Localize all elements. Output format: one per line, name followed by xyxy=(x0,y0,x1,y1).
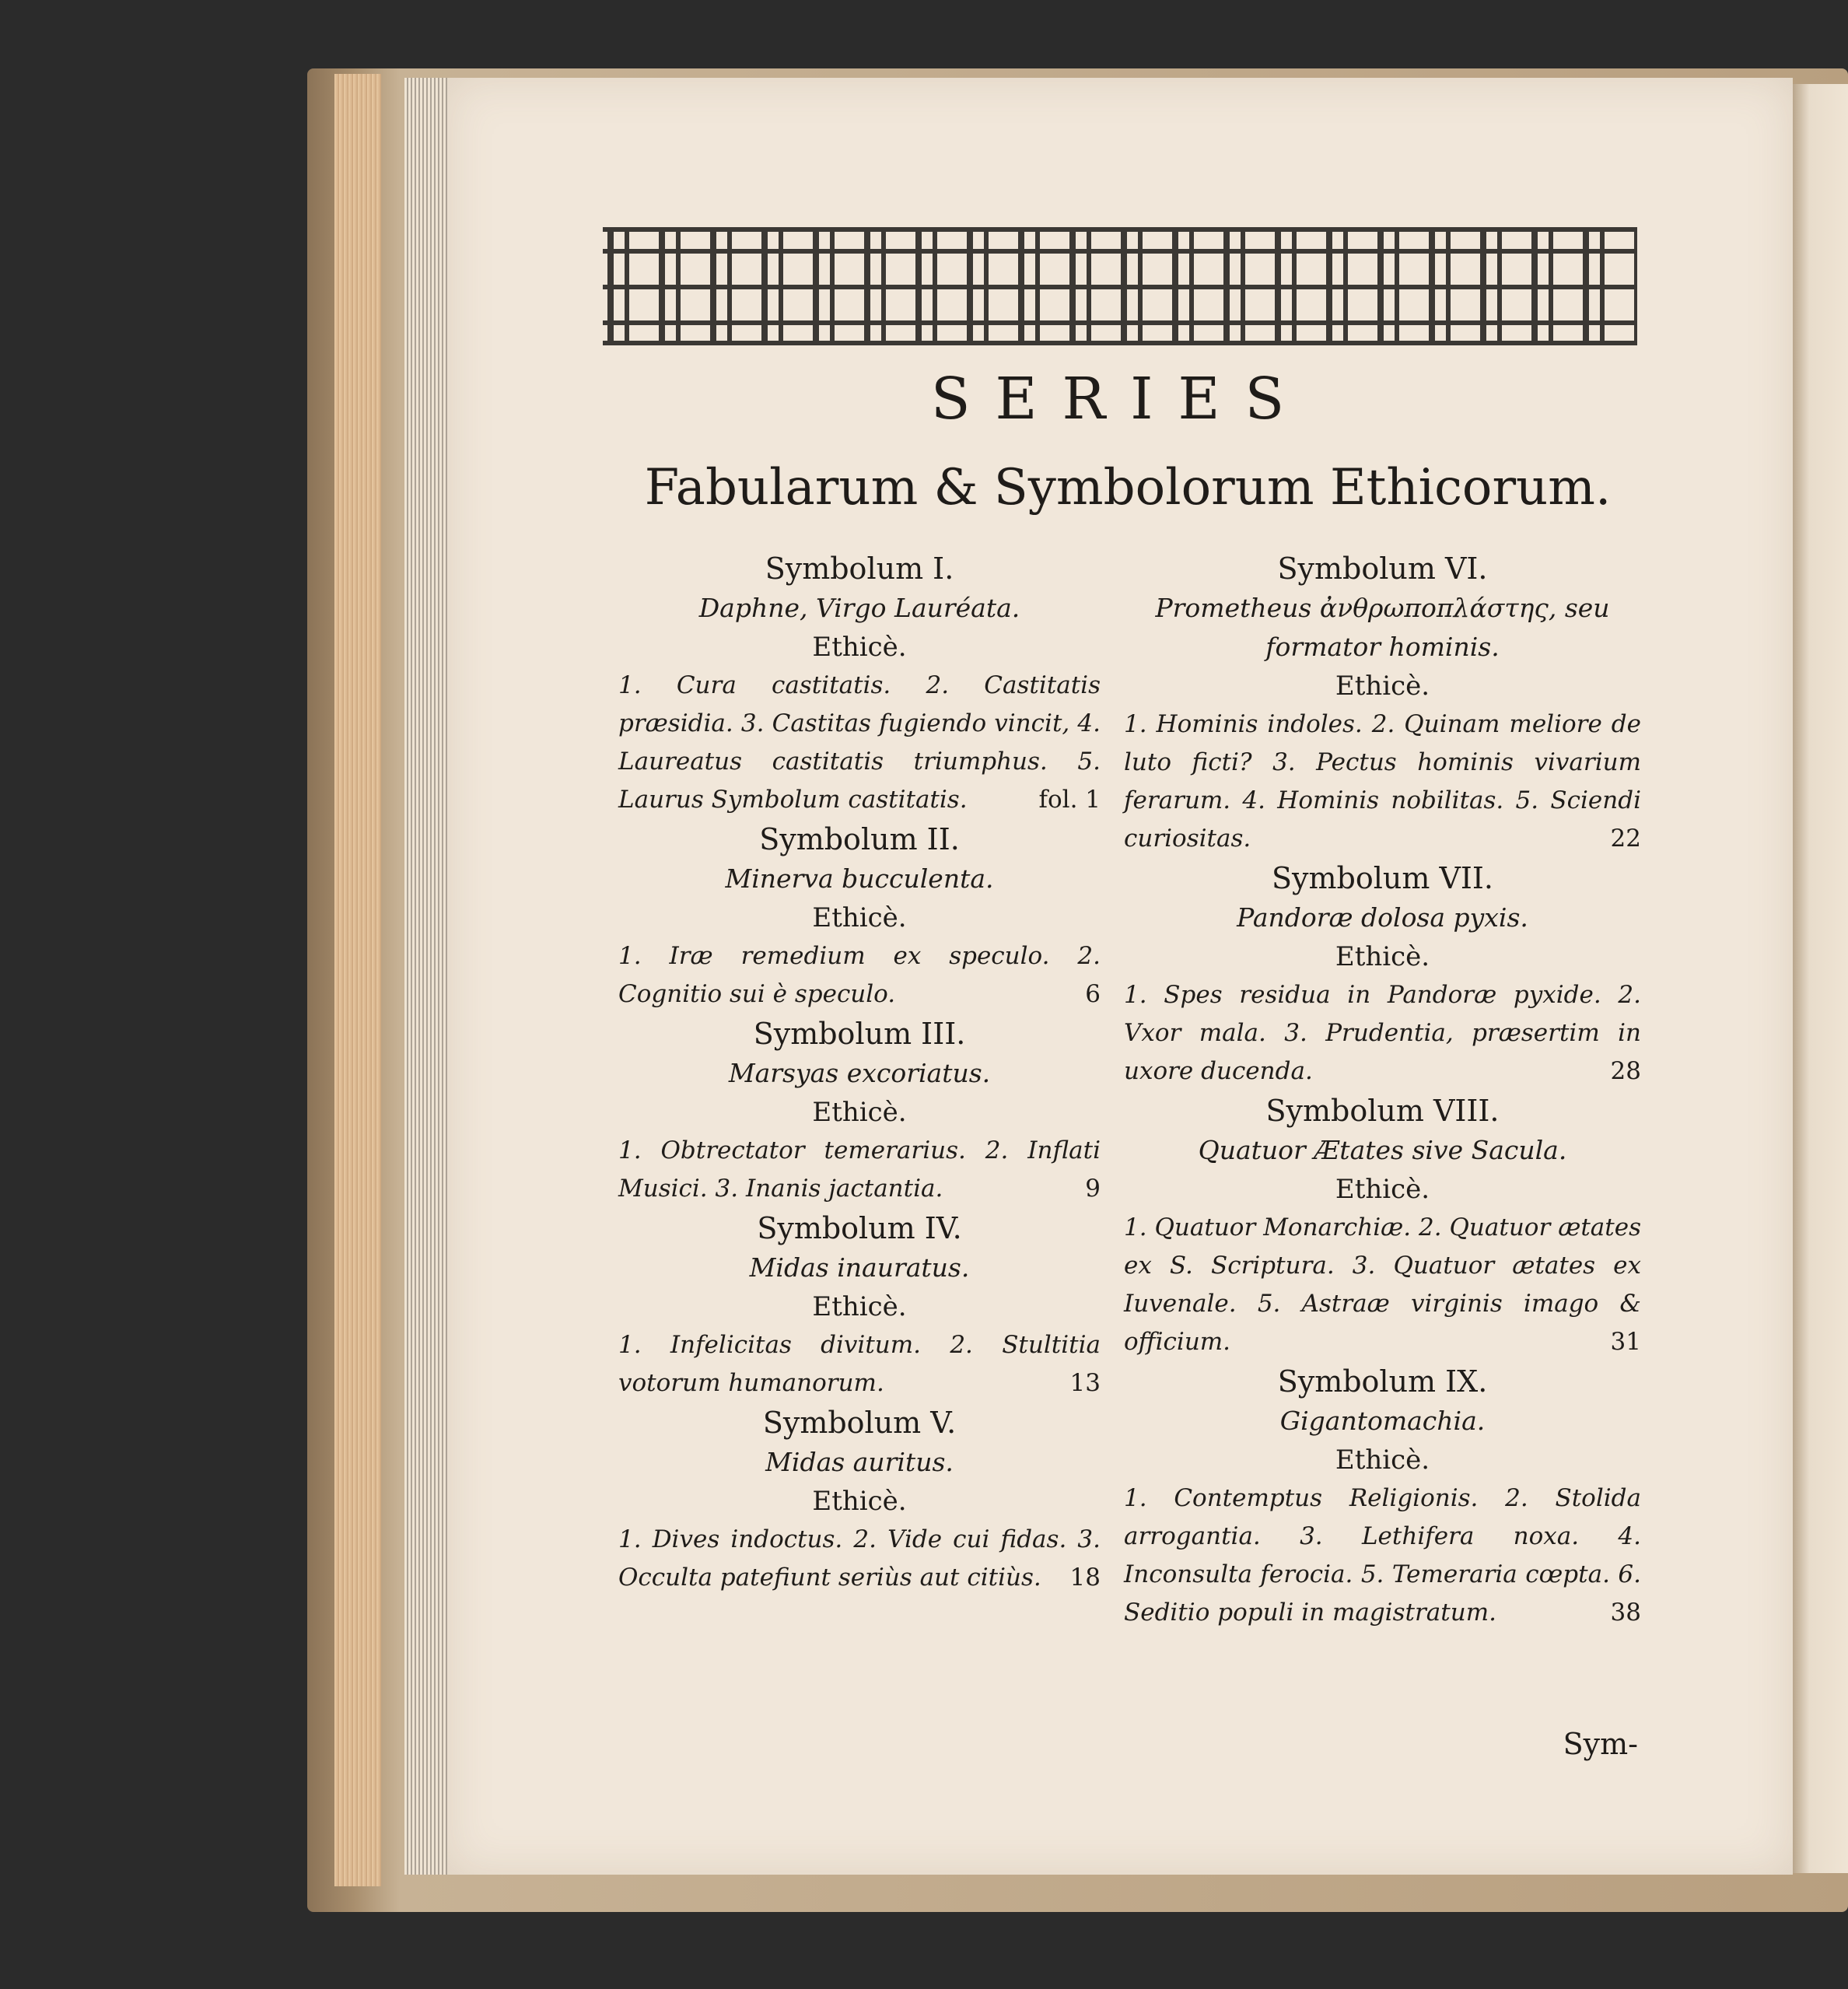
symbol-name: Pandoræ dolosa pyxis. xyxy=(1237,902,1528,933)
page-ref: 31 xyxy=(1610,1328,1641,1356)
symbol-heading: Symbolum VI. xyxy=(1277,552,1488,586)
symbol-entry xyxy=(618,548,1101,819)
items-text: 1. Obtrectator temerarius. 2. Inflati Musici. 3. Inanis jactantia. xyxy=(618,1136,1101,1203)
symbol-entry xyxy=(1124,1091,1641,1361)
symbol-entry xyxy=(1124,858,1641,1091)
symbol-items xyxy=(618,937,1101,1014)
ethice-label: Ethicè. xyxy=(812,632,907,663)
items-text: 1. Infelicitas divitum. 2. Stultitia votorum humanorum. xyxy=(618,1331,1101,1397)
symbol-heading: Symbolum IV. xyxy=(757,1211,962,1245)
symbol-items xyxy=(1124,1209,1641,1361)
symbol-items xyxy=(618,667,1101,819)
ethice-label: Ethicè. xyxy=(812,902,907,933)
page-ref: 9 xyxy=(1085,1175,1101,1203)
catchword: Sym- xyxy=(1563,1727,1638,1761)
page-ref: 6 xyxy=(1085,980,1101,1008)
decorative-border-ornament xyxy=(603,227,1637,345)
left-column xyxy=(618,548,1101,1597)
symbol-heading: Symbolum I. xyxy=(765,552,954,586)
symbol-items xyxy=(618,1132,1101,1208)
ethice-label: Ethicè. xyxy=(1335,671,1430,702)
ethice-label: Ethicè. xyxy=(1335,1174,1430,1205)
symbol-entry xyxy=(1124,548,1641,858)
items-text: 1. Spes residua in Pandoræ pyxide. 2. Vxor mala. 3. Prudentia, præsertim in uxore ducenda. xyxy=(1124,981,1641,1085)
symbol-heading: Symbolum VII. xyxy=(1271,861,1494,895)
ethice-label: Ethicè. xyxy=(812,1486,907,1517)
symbol-heading: Symbolum II. xyxy=(759,822,960,856)
items-text: 1. Cura castitatis. 2. Castitatis præsidia. 3. Castitas fugiendo vincit, 4. Laureatus castitatis triumphus. 5. Laurus Symbolum castitatis. xyxy=(618,671,1101,814)
symbol-heading: Symbolum III. xyxy=(753,1017,966,1051)
symbol-items xyxy=(1124,706,1641,858)
page-edges xyxy=(334,74,381,1886)
symbol-entry xyxy=(618,1402,1101,1597)
page-subtitle: Fabularum & Symbolorum Ethicorum. xyxy=(644,459,1612,517)
symbol-entry xyxy=(1124,1361,1641,1632)
ethice-label: Ethicè. xyxy=(1335,1444,1430,1476)
symbol-entry xyxy=(618,819,1101,1014)
symbol-items xyxy=(618,1521,1101,1597)
items-text: 1. Iræ remedium ex speculo. 2. Cognitio sui è speculo. xyxy=(618,942,1101,1008)
symbol-heading: Symbolum IX. xyxy=(1277,1364,1488,1399)
symbol-items xyxy=(1124,1479,1641,1632)
symbol-items xyxy=(618,1326,1101,1402)
symbol-heading: Symbolum VIII. xyxy=(1265,1094,1500,1128)
symbol-items xyxy=(1124,976,1641,1091)
page-stack xyxy=(404,78,451,1875)
symbol-name: Quatuor Ætates sive Sacula. xyxy=(1198,1135,1567,1165)
symbol-name: Gigantomachia. xyxy=(1279,1406,1486,1436)
symbol-name: Marsyas excoriatus. xyxy=(728,1058,991,1088)
facing-page-edge xyxy=(1793,84,1848,1873)
ethice-label: Ethicè. xyxy=(812,1291,907,1322)
items-text: 1. Quatuor Monarchiæ. 2. Quatuor ætates ex S. Scriptura. 3. Quatuor ætates ex Iuvenale. 5. Astraæ virginis imago & officium. xyxy=(1124,1213,1641,1356)
items-text: 1. Dives indoctus. 2. Vide cui fidas. 3. Occulta patefiunt seriùs aut citiùs. xyxy=(618,1525,1101,1592)
symbol-name: Daphne, Virgo Lauréata. xyxy=(698,593,1020,623)
page-ref: 22 xyxy=(1610,825,1641,853)
page-ref: 18 xyxy=(1069,1564,1101,1592)
symbol-name: Prometheus ἀνθρωποπλάστης, seu formator hominis. xyxy=(1155,593,1610,662)
symbol-name: Midas inauratus. xyxy=(749,1252,970,1283)
page-ref: 13 xyxy=(1069,1369,1101,1397)
right-column xyxy=(1124,548,1641,1632)
ethice-label: Ethicè. xyxy=(812,1097,907,1128)
items-text: 1. Contemptus Religionis. 2. Stolida arrogantia. 3. Lethifera noxa. 4. Inconsulta ferocia. 5. Temeraria cœpta. 6. Seditio populi in magistratum. xyxy=(1124,1484,1641,1627)
ethice-label: Ethicè. xyxy=(1335,941,1430,972)
symbol-entry xyxy=(618,1014,1101,1208)
symbol-entry xyxy=(618,1208,1101,1402)
symbol-name: Minerva bucculenta. xyxy=(725,863,994,894)
items-text: 1. Hominis indoles. 2. Quinam meliore de luto ficti? 3. Pectus hominis vivarium ferarum. 4. Hominis nobilitas. 5. Sciendi curiositas. xyxy=(1124,710,1641,853)
page-ref: fol. 1 xyxy=(1038,786,1101,814)
symbol-heading: Symbolum V. xyxy=(762,1406,957,1440)
symbol-name: Midas auritus. xyxy=(765,1447,954,1477)
page-title: SERIES xyxy=(930,366,1310,432)
page-ref: 38 xyxy=(1610,1599,1641,1627)
page-ref: 28 xyxy=(1610,1057,1641,1085)
